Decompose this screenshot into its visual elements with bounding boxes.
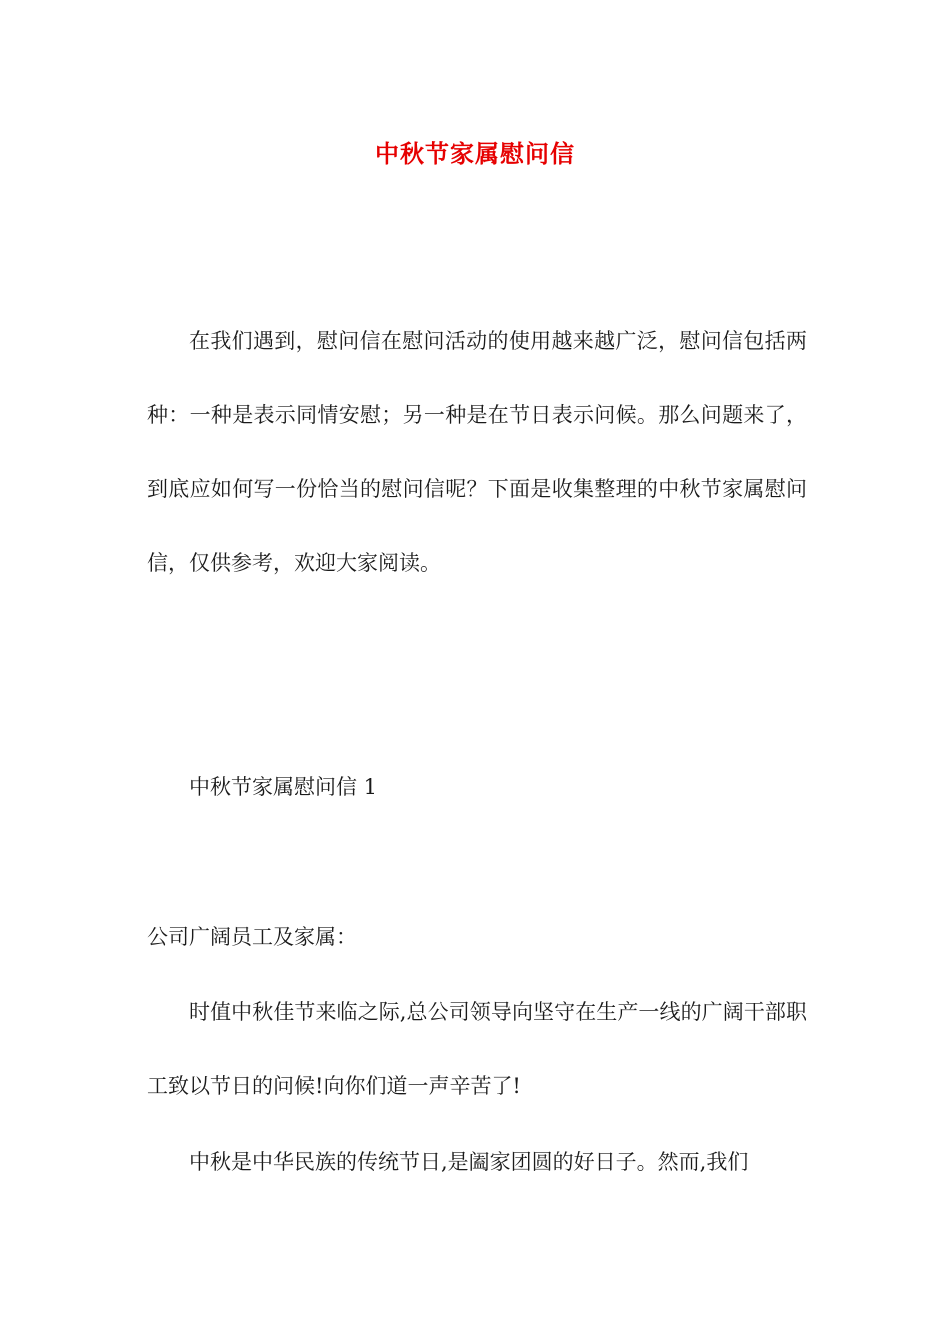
salutation: 公司广阔员工及家属： xyxy=(147,925,357,949)
document-title: 中秋节家属慰问信 xyxy=(375,139,575,168)
body-paragraph-2: 中秋是中华民族的传统节日,是阖家团圆的好日子。然而,我们 xyxy=(189,1150,749,1174)
intro-paragraph: 在我们遇到，慰问信在慰问活动的使用越来越广泛，慰问信包括两种：一种是表示同情安慰；另一种是在节日表示问候。那么问题来了，到底应如何写一份恰当的慰问信呢？下面是收集整理的中秋节家属慰问信，仅供参考，欢迎大家阅读。 xyxy=(147,329,807,575)
section-heading: 中秋节家属慰问信 1 xyxy=(189,775,378,799)
body-paragraph-1: 时值中秋佳节来临之际,总公司领导向坚守在生产一线的广阔干部职工致以节日的问候!向你们道一声辛苦了! xyxy=(147,1000,807,1098)
